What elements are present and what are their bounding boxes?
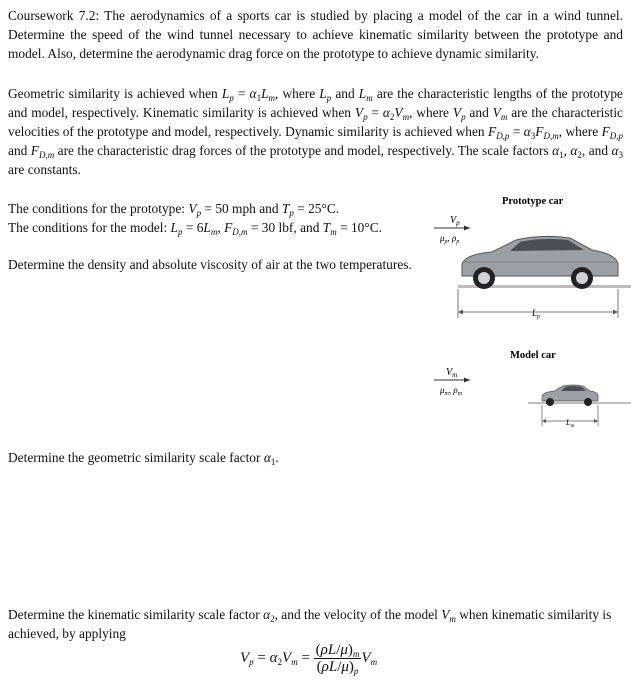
question-kinematic: Determine the kinematic similarity scale factor $\alpha_2$, and the velocity of the model $V_m$ when kinematic similarity is achieved, by applying	[8, 607, 612, 641]
similarity-text-1: Geometric similarity is achieved when	[8, 86, 222, 101]
model-prefix: The conditions for the model:	[8, 220, 171, 235]
lm-dim-label: $L_m$	[566, 418, 575, 429]
similarity-paragraph: Geometric similarity is achieved when $L_p = \alpha_1L_m$, where $L_p$ and $L_m$ are the characteristic lengths of the prototype and model, respectively. Kinematic similarity is achieved when $V_p = \alpha_2V_m$, where $V_p$ and $V_m$ are the characteristic velocities of the prototype and model, respectively. Dynamic similarity is achieved when $F_{D,p} = \alpha_3F_{D,m}$, where $F_{D,p}$ and $F_{D,m}$ are the characteristic drag forces of the prototype and model, respectively. The scale factors $\alpha_1$, $\alpha_2$, and $\alpha_3$ are constants.	[8, 86, 624, 177]
similarity-text-6: and	[465, 105, 493, 120]
model-and: , and	[293, 220, 323, 235]
mu-rho-m-label: $\mu_m$, $\rho_m$	[440, 385, 463, 397]
similarity-text-end: are constants.	[8, 162, 81, 177]
question-geometric: Determine the geometric similarity scale factor $\alpha_1$.	[8, 450, 279, 467]
similarity-sep-1: ,	[563, 143, 571, 158]
proto-temperature: 25°C.	[308, 201, 340, 216]
coursework-label: Coursework 7.2:	[8, 8, 100, 23]
intro-text: The aerodynamics of a sports car is studied by placing a model of the car in a wind tunnel. Determine the speed of the wind tunnel necessary to achieve kinematic similarity between the prototype and model. Also, determine the aerodynamic drag force on the prototype to achieve dynamic similarity.	[8, 8, 623, 61]
model-temperature: 10°C.	[350, 220, 383, 235]
lp-dim-label: $L_p$	[532, 308, 541, 320]
question-kinematic-text-3: when kinematic similarity is achieved, by applying	[8, 607, 612, 641]
proto-prefix: The conditions for the prototype:	[8, 201, 189, 216]
proto-velocity: 50 mph	[215, 201, 256, 216]
model-car-title: Model car	[510, 350, 556, 361]
prototype-car-icon	[462, 236, 618, 289]
model-length-factor: 6	[196, 220, 204, 235]
similarity-text-3: and	[331, 86, 359, 101]
model-drag: 30 lbf	[261, 220, 294, 235]
vm-label: $V_m$	[446, 367, 458, 379]
question-kinematic-text-2: , and the velocity of the model	[274, 607, 442, 622]
prototype-conditions: The conditions for the prototype: $V_p = 50$ mph and $T_p = 25^\circ C$.	[8, 201, 340, 218]
model-conditions: The conditions for the model: $L_p = 6L_m$, $F_{D,m} = 30$ lbf, and $T_m = 10^\circ C$.	[8, 220, 383, 237]
similarity-text-5: , where	[409, 105, 453, 120]
similarity-text-4: are the characteristic lengths of the prototype and model, respectively. Kinematic similarity is achieved when	[8, 86, 623, 120]
intro-paragraph	[8, 6, 623, 63]
kinematic-equation: $V_p = \alpha_2V_m$ = $\frac{(\rho L/\mu)_m}{(\rho L/\mu)_p}$ $V_m$	[240, 642, 378, 676]
similarity-text-10: are the characteristic drag forces of the prototype and model, respectively. The scale factors	[54, 143, 553, 158]
mu-rho-p-label: $\mu_p$, $\rho_p$	[440, 233, 460, 245]
question-kinematic-text: Determine the kinematic similarity scale factor	[8, 607, 264, 622]
similarity-text-8: , where	[558, 124, 602, 139]
similarity-sep-2: , and	[581, 143, 612, 158]
question-geometric-text: Determine the geometric similarity scale factor	[8, 450, 264, 465]
similarity-text-7: are the characteristic velocities of the prototype and model, respectively. Dynamic similarity is achieved when	[8, 105, 624, 139]
question-density: Determine the density and absolute viscosity of air at the two temperatures.	[8, 257, 412, 272]
vp-label: $V_p$	[450, 215, 460, 227]
similarity-text-2: , where	[275, 86, 320, 101]
similarity-text-9: and	[8, 143, 31, 158]
wind-tunnel-figure	[432, 190, 631, 440]
prototype-car-title: Prototype car	[502, 196, 564, 207]
